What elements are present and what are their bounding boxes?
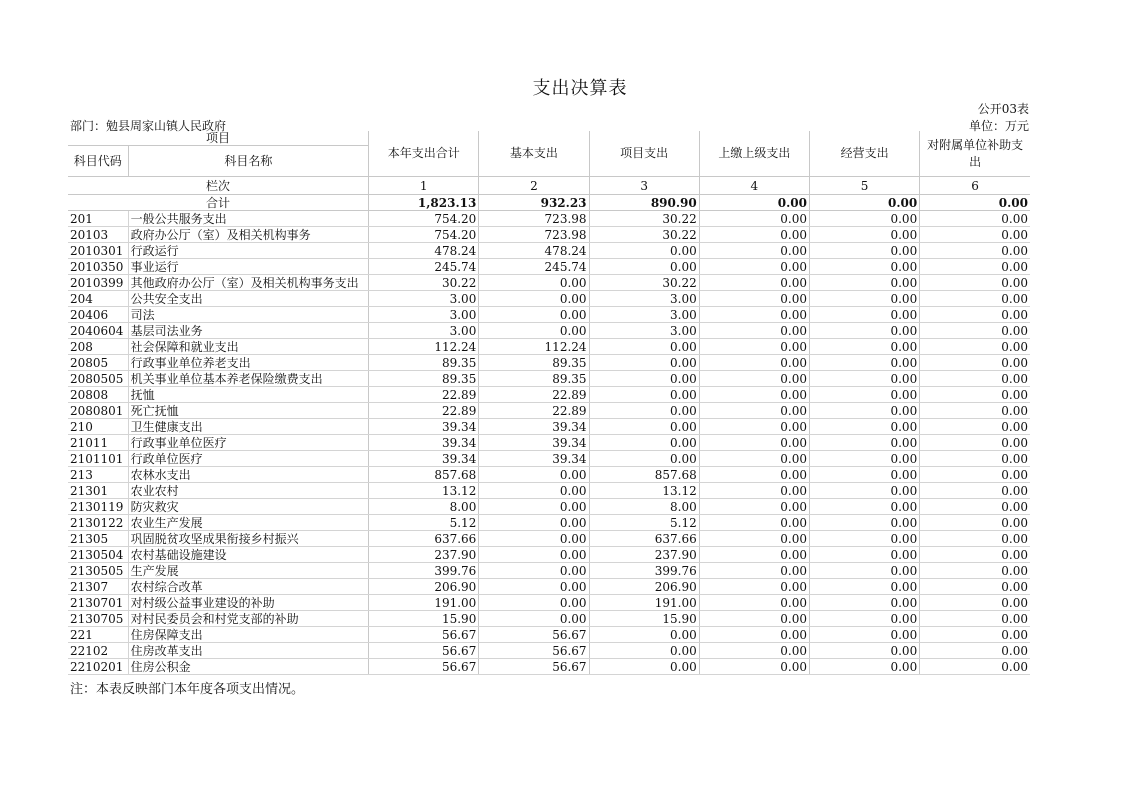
amount-cell: 0.00 <box>479 291 589 307</box>
subject-code: 21307 <box>68 579 128 595</box>
amount-cell: 0.00 <box>699 387 809 403</box>
total-value: 0.00 <box>699 195 809 211</box>
amount-cell: 0.00 <box>920 563 1030 579</box>
amount-cell: 3.00 <box>369 323 479 339</box>
amount-cell: 39.34 <box>369 451 479 467</box>
amount-cell: 0.00 <box>589 259 699 275</box>
amount-cell: 637.66 <box>589 531 699 547</box>
amount-cell: 0.00 <box>809 515 919 531</box>
subject-code: 20808 <box>68 387 128 403</box>
amount-cell: 3.00 <box>589 291 699 307</box>
amount-cell: 0.00 <box>699 483 809 499</box>
subject-code: 2130122 <box>68 515 128 531</box>
subject-name: 农业农村 <box>128 483 369 499</box>
amount-cell: 30.22 <box>589 227 699 243</box>
subject-code: 2130119 <box>68 499 128 515</box>
subject-code: 210 <box>68 419 128 435</box>
amount-cell: 0.00 <box>699 547 809 563</box>
amount-cell: 56.67 <box>369 627 479 643</box>
amount-cell: 0.00 <box>589 643 699 659</box>
amount-cell: 245.74 <box>369 259 479 275</box>
amount-cell: 0.00 <box>920 435 1030 451</box>
amount-cell: 39.34 <box>479 451 589 467</box>
table-row <box>68 387 1030 403</box>
header-col-4: 上缴上级支出 <box>699 131 809 177</box>
subject-name: 社会保障和就业支出 <box>128 339 369 355</box>
amount-cell: 0.00 <box>699 531 809 547</box>
amount-cell: 15.90 <box>589 611 699 627</box>
amount-cell: 0.00 <box>479 483 589 499</box>
table-row <box>68 467 1030 483</box>
amount-cell: 0.00 <box>920 419 1030 435</box>
amount-cell: 0.00 <box>920 579 1030 595</box>
table-row <box>68 355 1030 371</box>
table-row <box>68 451 1030 467</box>
amount-cell: 0.00 <box>699 643 809 659</box>
subject-code: 20406 <box>68 307 128 323</box>
amount-cell: 0.00 <box>699 323 809 339</box>
subject-name: 事业运行 <box>128 259 369 275</box>
amount-cell: 0.00 <box>479 467 589 483</box>
department-label: 部门：勉县周家山镇人民政府 <box>70 119 227 133</box>
table-row <box>68 499 1030 515</box>
amount-cell: 39.34 <box>479 435 589 451</box>
amount-cell: 0.00 <box>699 371 809 387</box>
amount-cell: 0.00 <box>809 275 919 291</box>
amount-cell: 0.00 <box>809 595 919 611</box>
amount-cell: 0.00 <box>699 339 809 355</box>
subject-code: 20103 <box>68 227 128 243</box>
table-row <box>68 611 1030 627</box>
subject-name: 政府办公厅（室）及相关机构事务 <box>128 227 369 243</box>
amount-cell: 0.00 <box>809 291 919 307</box>
amount-cell: 22.89 <box>479 387 589 403</box>
table-row <box>68 259 1030 275</box>
amount-cell: 0.00 <box>479 579 589 595</box>
table-row <box>68 547 1030 563</box>
table-row <box>68 531 1030 547</box>
amount-cell: 0.00 <box>699 627 809 643</box>
column-number-4: 4 <box>699 177 809 195</box>
subject-name: 司法 <box>128 307 369 323</box>
subject-code: 2010301 <box>68 243 128 259</box>
amount-cell: 0.00 <box>920 275 1030 291</box>
amount-cell: 13.12 <box>589 483 699 499</box>
amount-cell: 0.00 <box>809 243 919 259</box>
amount-cell: 3.00 <box>369 307 479 323</box>
amount-cell: 89.35 <box>369 355 479 371</box>
amount-cell: 89.35 <box>369 371 479 387</box>
amount-cell: 0.00 <box>699 259 809 275</box>
amount-cell: 0.00 <box>920 259 1030 275</box>
header-col-1: 本年支出合计 <box>369 131 479 177</box>
amount-cell: 112.24 <box>479 339 589 355</box>
subject-name: 住房保障支出 <box>128 627 369 643</box>
subject-code: 213 <box>68 467 128 483</box>
subject-name: 行政事业单位养老支出 <box>128 355 369 371</box>
amount-cell: 0.00 <box>479 611 589 627</box>
subject-code: 201 <box>68 211 128 227</box>
amount-cell: 0.00 <box>699 611 809 627</box>
amount-cell: 0.00 <box>920 627 1030 643</box>
amount-cell: 3.00 <box>589 323 699 339</box>
amount-cell: 0.00 <box>479 307 589 323</box>
subject-code: 2040604 <box>68 323 128 339</box>
table-row <box>68 291 1030 307</box>
header-col-5: 经营支出 <box>809 131 919 177</box>
amount-cell: 0.00 <box>699 275 809 291</box>
amount-cell: 0.00 <box>479 515 589 531</box>
amount-cell: 30.22 <box>589 211 699 227</box>
amount-cell: 0.00 <box>809 211 919 227</box>
amount-cell: 56.67 <box>479 627 589 643</box>
total-label: 合计 <box>68 195 369 211</box>
header-col-6: 对附属单位补助支出 <box>920 131 1030 177</box>
amount-cell: 0.00 <box>589 627 699 643</box>
amount-cell: 0.00 <box>809 387 919 403</box>
amount-cell: 0.00 <box>699 211 809 227</box>
amount-cell: 0.00 <box>699 499 809 515</box>
header-row-lanci <box>68 177 1030 195</box>
subject-name: 死亡抚恤 <box>128 403 369 419</box>
table-row <box>68 579 1030 595</box>
table-row <box>68 243 1030 259</box>
amount-cell: 478.24 <box>479 243 589 259</box>
amount-cell: 237.90 <box>589 547 699 563</box>
amount-cell: 0.00 <box>589 371 699 387</box>
amount-cell: 0.00 <box>589 435 699 451</box>
header-row-1 <box>68 131 1030 146</box>
amount-cell: 206.90 <box>369 579 479 595</box>
amount-cell: 0.00 <box>920 643 1030 659</box>
amount-cell: 0.00 <box>920 211 1030 227</box>
amount-cell: 0.00 <box>589 419 699 435</box>
amount-cell: 0.00 <box>589 355 699 371</box>
table-body <box>68 195 1030 675</box>
subject-code: 2010350 <box>68 259 128 275</box>
amount-cell: 0.00 <box>920 291 1030 307</box>
expenditure-table <box>68 131 1030 675</box>
table-row <box>68 483 1030 499</box>
amount-cell: 0.00 <box>589 243 699 259</box>
amount-cell: 0.00 <box>809 371 919 387</box>
amount-cell: 56.67 <box>369 659 479 675</box>
amount-cell: 0.00 <box>809 579 919 595</box>
subject-code: 2210201 <box>68 659 128 675</box>
amount-cell: 206.90 <box>589 579 699 595</box>
table-row <box>68 275 1030 291</box>
subject-code: 2130504 <box>68 547 128 563</box>
amount-cell: 89.35 <box>479 371 589 387</box>
amount-cell: 22.89 <box>479 403 589 419</box>
subject-code: 21301 <box>68 483 128 499</box>
amount-cell: 0.00 <box>809 611 919 627</box>
amount-cell: 857.68 <box>369 467 479 483</box>
table-header <box>68 131 1030 195</box>
subject-code: 22102 <box>68 643 128 659</box>
amount-cell: 0.00 <box>699 403 809 419</box>
amount-cell: 0.00 <box>920 403 1030 419</box>
subject-name: 基层司法业务 <box>128 323 369 339</box>
total-row <box>68 195 1030 211</box>
column-number-1: 1 <box>369 177 479 195</box>
amount-cell: 22.89 <box>369 403 479 419</box>
subject-name: 巩固脱贫攻坚成果衔接乡村振兴 <box>128 531 369 547</box>
amount-cell: 0.00 <box>920 595 1030 611</box>
amount-cell: 30.22 <box>589 275 699 291</box>
amount-cell: 0.00 <box>809 355 919 371</box>
subject-code: 204 <box>68 291 128 307</box>
subject-name: 农村基础设施建设 <box>128 547 369 563</box>
amount-cell: 245.74 <box>479 259 589 275</box>
amount-cell: 56.67 <box>479 659 589 675</box>
amount-cell: 0.00 <box>809 419 919 435</box>
amount-cell: 0.00 <box>809 339 919 355</box>
column-number-6: 6 <box>920 177 1030 195</box>
subject-name: 一般公共服务支出 <box>128 211 369 227</box>
amount-cell: 0.00 <box>479 531 589 547</box>
amount-cell: 0.00 <box>699 355 809 371</box>
amount-cell: 399.76 <box>369 563 479 579</box>
table-row <box>68 659 1030 675</box>
amount-cell: 0.00 <box>699 451 809 467</box>
subject-code: 2080801 <box>68 403 128 419</box>
amount-cell: 0.00 <box>809 627 919 643</box>
header-project: 项目 <box>68 131 369 146</box>
amount-cell: 0.00 <box>920 339 1030 355</box>
amount-cell: 191.00 <box>589 595 699 611</box>
column-number-5: 5 <box>809 177 919 195</box>
amount-cell: 0.00 <box>920 499 1030 515</box>
table-note: 注：本表反映部门本年度各项支出情况。 <box>70 682 305 697</box>
subject-code: 221 <box>68 627 128 643</box>
amount-cell: 0.00 <box>809 547 919 563</box>
amount-cell: 0.00 <box>920 467 1030 483</box>
subject-code: 21011 <box>68 435 128 451</box>
total-value: 0.00 <box>809 195 919 211</box>
amount-cell: 0.00 <box>699 419 809 435</box>
amount-cell: 0.00 <box>809 323 919 339</box>
amount-cell: 0.00 <box>699 307 809 323</box>
amount-cell: 0.00 <box>699 515 809 531</box>
amount-cell: 0.00 <box>920 323 1030 339</box>
amount-cell: 0.00 <box>809 467 919 483</box>
amount-cell: 15.90 <box>369 611 479 627</box>
amount-cell: 478.24 <box>369 243 479 259</box>
subject-code: 2080505 <box>68 371 128 387</box>
form-code: 公开03表 <box>977 102 1029 116</box>
amount-cell: 0.00 <box>699 579 809 595</box>
amount-cell: 0.00 <box>479 563 589 579</box>
amount-cell: 754.20 <box>369 227 479 243</box>
amount-cell: 0.00 <box>809 259 919 275</box>
amount-cell: 0.00 <box>589 451 699 467</box>
amount-cell: 8.00 <box>589 499 699 515</box>
table-row <box>68 403 1030 419</box>
amount-cell: 89.35 <box>479 355 589 371</box>
amount-cell: 0.00 <box>809 531 919 547</box>
header-name: 科目名称 <box>224 154 273 168</box>
amount-cell: 3.00 <box>369 291 479 307</box>
subject-name: 农林水支出 <box>128 467 369 483</box>
amount-cell: 0.00 <box>479 323 589 339</box>
amount-cell: 0.00 <box>920 659 1030 675</box>
subject-code: 2130505 <box>68 563 128 579</box>
subject-code: 2130701 <box>68 595 128 611</box>
subject-name: 行政运行 <box>128 243 369 259</box>
amount-cell: 0.00 <box>809 483 919 499</box>
amount-cell: 0.00 <box>699 595 809 611</box>
amount-cell: 0.00 <box>699 291 809 307</box>
subject-name: 抚恤 <box>128 387 369 403</box>
amount-cell: 0.00 <box>589 403 699 419</box>
amount-cell: 0.00 <box>699 659 809 675</box>
amount-cell: 0.00 <box>479 499 589 515</box>
subject-name: 对村级公益事业建设的补助 <box>128 595 369 611</box>
amount-cell: 0.00 <box>920 227 1030 243</box>
subject-name: 农业生产发展 <box>128 515 369 531</box>
report-title: 支出决算表 <box>532 78 628 99</box>
amount-cell: 0.00 <box>699 227 809 243</box>
total-value: 1,823.13 <box>369 195 479 211</box>
subject-code: 208 <box>68 339 128 355</box>
amount-cell: 0.00 <box>589 659 699 675</box>
amount-cell: 0.00 <box>809 307 919 323</box>
amount-cell: 0.00 <box>920 371 1030 387</box>
amount-cell: 5.12 <box>589 515 699 531</box>
subject-name: 对村民委员会和村党支部的补助 <box>128 611 369 627</box>
amount-cell: 0.00 <box>699 435 809 451</box>
table-row <box>68 563 1030 579</box>
amount-cell: 0.00 <box>479 595 589 611</box>
amount-cell: 0.00 <box>809 435 919 451</box>
subject-name: 其他政府办公厅（室）及相关机构事务支出 <box>128 275 369 291</box>
amount-cell: 0.00 <box>699 243 809 259</box>
amount-cell: 0.00 <box>809 403 919 419</box>
amount-cell: 0.00 <box>920 611 1030 627</box>
amount-cell: 39.34 <box>479 419 589 435</box>
amount-cell: 0.00 <box>809 659 919 675</box>
amount-cell: 3.00 <box>589 307 699 323</box>
subject-name: 住房公积金 <box>128 659 369 675</box>
amount-cell: 723.98 <box>479 211 589 227</box>
total-value: 890.90 <box>589 195 699 211</box>
amount-cell: 22.89 <box>369 387 479 403</box>
amount-cell: 0.00 <box>809 563 919 579</box>
amount-cell: 0.00 <box>699 467 809 483</box>
header-code: 科目代码 <box>68 146 128 177</box>
table-row <box>68 339 1030 355</box>
amount-cell: 0.00 <box>920 243 1030 259</box>
subject-code: 2010399 <box>68 275 128 291</box>
amount-cell: 399.76 <box>589 563 699 579</box>
amount-cell: 0.00 <box>920 483 1030 499</box>
amount-cell: 0.00 <box>589 339 699 355</box>
subject-code: 2101101 <box>68 451 128 467</box>
column-number-3: 3 <box>589 177 699 195</box>
amount-cell: 0.00 <box>809 643 919 659</box>
table-row <box>68 211 1030 227</box>
subject-name: 农村综合改革 <box>128 579 369 595</box>
table-row <box>68 595 1030 611</box>
amount-cell: 0.00 <box>809 499 919 515</box>
amount-cell: 39.34 <box>369 435 479 451</box>
amount-cell: 30.22 <box>369 275 479 291</box>
amount-cell: 5.12 <box>369 515 479 531</box>
amount-cell: 0.00 <box>920 451 1030 467</box>
header-col-3: 项目支出 <box>589 131 699 177</box>
amount-cell: 0.00 <box>920 387 1030 403</box>
table-row <box>68 307 1030 323</box>
table-row <box>68 627 1030 643</box>
column-number-2: 2 <box>479 177 589 195</box>
amount-cell: 0.00 <box>589 387 699 403</box>
table-row <box>68 371 1030 387</box>
amount-cell: 637.66 <box>369 531 479 547</box>
amount-cell: 0.00 <box>920 547 1030 563</box>
amount-cell: 0.00 <box>809 227 919 243</box>
unit-label: 单位：万元 <box>968 119 1029 133</box>
subject-name: 公共安全支出 <box>128 291 369 307</box>
amount-cell: 13.12 <box>369 483 479 499</box>
amount-cell: 0.00 <box>809 451 919 467</box>
table-row <box>68 435 1030 451</box>
subject-name: 防灾救灾 <box>128 499 369 515</box>
subject-code: 21305 <box>68 531 128 547</box>
subject-code: 2130705 <box>68 611 128 627</box>
amount-cell: 56.67 <box>479 643 589 659</box>
subject-code: 20805 <box>68 355 128 371</box>
header-lanci: 栏次 <box>68 177 369 195</box>
subject-name: 住房改革支出 <box>128 643 369 659</box>
subject-name: 行政事业单位医疗 <box>128 435 369 451</box>
amount-cell: 0.00 <box>920 515 1030 531</box>
amount-cell: 191.00 <box>369 595 479 611</box>
amount-cell: 754.20 <box>369 211 479 227</box>
table-row <box>68 419 1030 435</box>
amount-cell: 0.00 <box>479 275 589 291</box>
amount-cell: 56.67 <box>369 643 479 659</box>
subject-name: 生产发展 <box>128 563 369 579</box>
amount-cell: 39.34 <box>369 419 479 435</box>
amount-cell: 0.00 <box>479 547 589 563</box>
amount-cell: 237.90 <box>369 547 479 563</box>
amount-cell: 0.00 <box>699 563 809 579</box>
amount-cell: 0.00 <box>920 355 1030 371</box>
amount-cell: 0.00 <box>920 531 1030 547</box>
table-row <box>68 643 1030 659</box>
table-row <box>68 227 1030 243</box>
subject-name: 机关事业单位基本养老保险缴费支出 <box>128 371 369 387</box>
header-col-2: 基本支出 <box>479 131 589 177</box>
amount-cell: 112.24 <box>369 339 479 355</box>
total-value: 932.23 <box>479 195 589 211</box>
table-row <box>68 515 1030 531</box>
amount-cell: 723.98 <box>479 227 589 243</box>
amount-cell: 857.68 <box>589 467 699 483</box>
total-value: 0.00 <box>920 195 1030 211</box>
table-row <box>68 323 1030 339</box>
subject-name: 行政单位医疗 <box>128 451 369 467</box>
subject-name: 卫生健康支出 <box>128 419 369 435</box>
amount-cell: 0.00 <box>920 307 1030 323</box>
amount-cell: 8.00 <box>369 499 479 515</box>
